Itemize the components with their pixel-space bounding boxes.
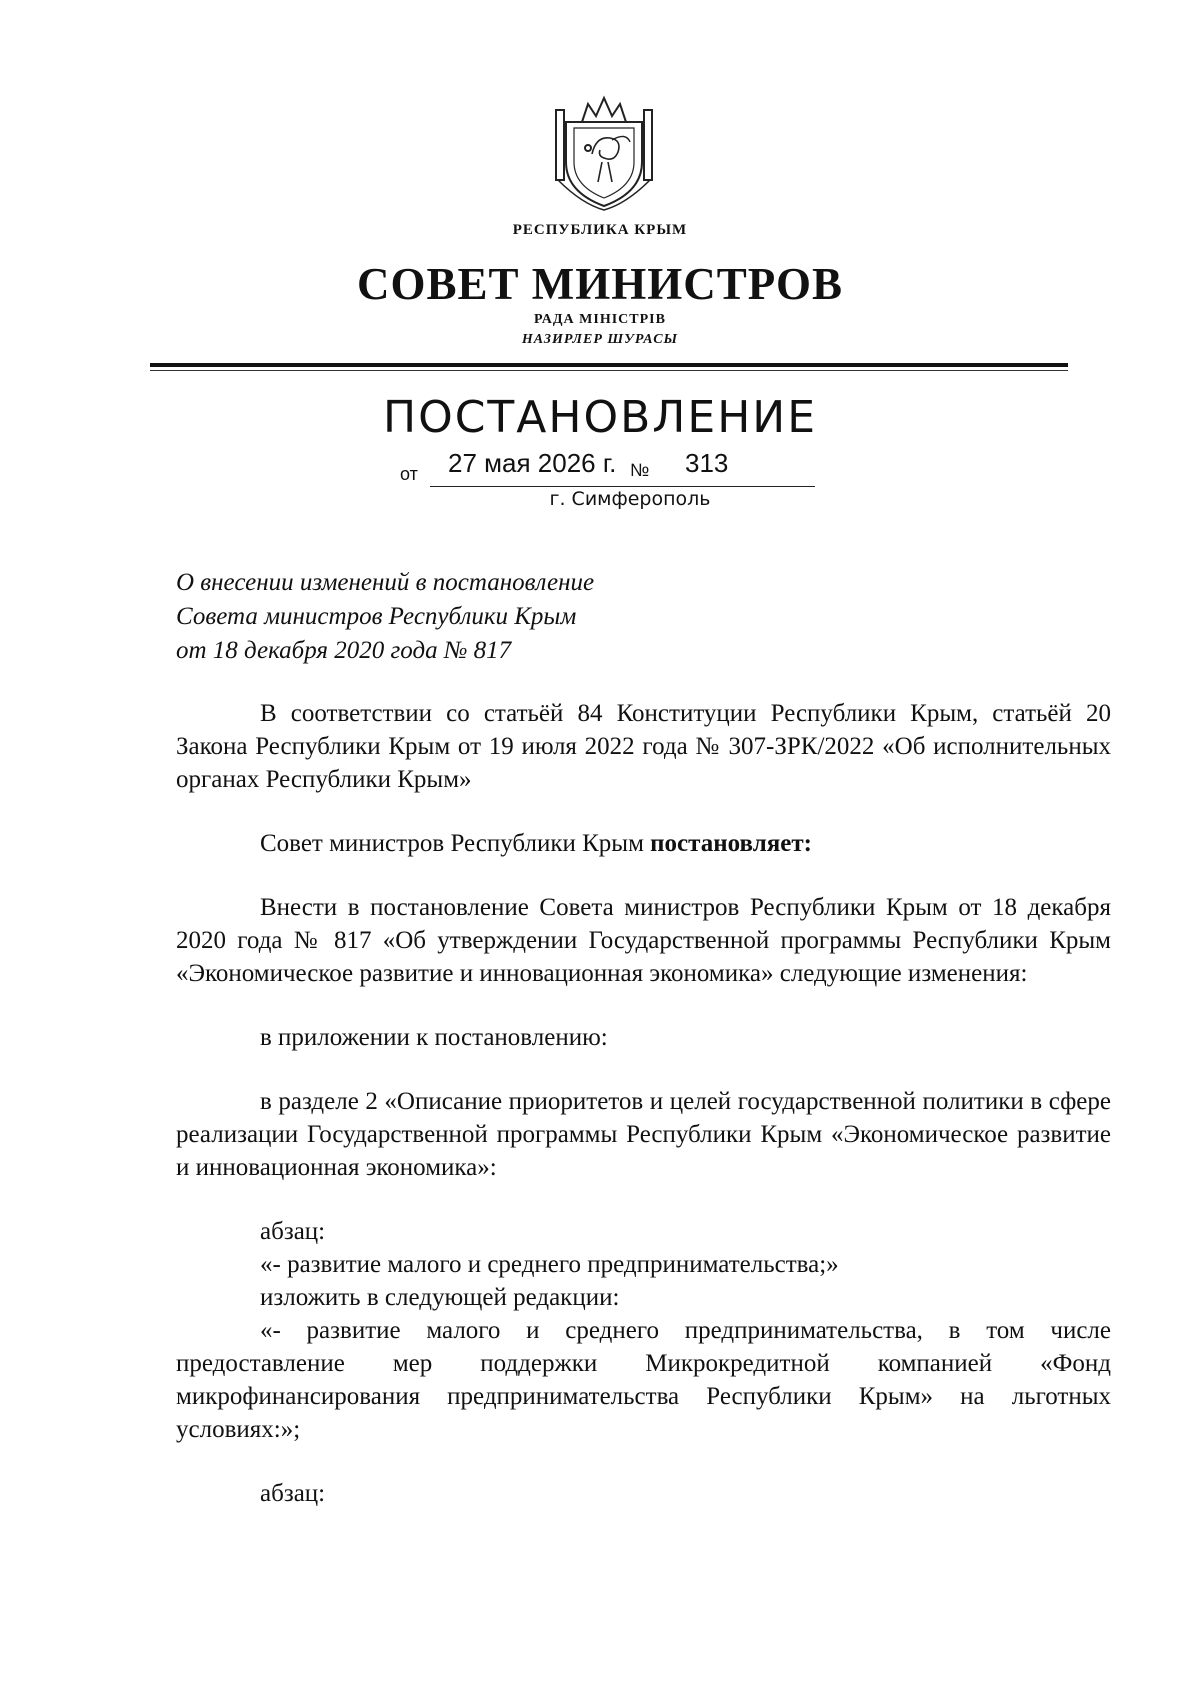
document-subject [176, 566, 736, 668]
decree-word: постановляет: [650, 830, 812, 857]
header-divider-thin [150, 370, 1068, 371]
decree-paragraph [176, 827, 1111, 860]
date-number-line [400, 444, 820, 484]
paragraph-label: абзац: [260, 1480, 326, 1507]
header-divider-thick [150, 363, 1068, 367]
number-label: № [630, 460, 650, 480]
decree-lead: Совет министров Республики Крым [260, 830, 651, 857]
council-name: СОВЕТ МИНИСТРОВ [356, 259, 844, 309]
document-number: 313 [685, 448, 729, 478]
paragraph-label: абзац: [260, 1218, 326, 1245]
republic-name: РЕСПУБЛИКА КРЫМ [512, 222, 688, 238]
issue-city: г. Симферополь [549, 488, 711, 510]
document-type-title: ПОСТАНОВЛЕНИЕ [382, 392, 817, 443]
instruction-paragraph: изложить в следующей редакции: [260, 1284, 620, 1311]
document-date: 27 мая 2026 г. [448, 448, 617, 478]
subject-line: О внесении изменений в постановление [176, 569, 595, 596]
date-underline [430, 486, 815, 487]
crimea-coat-of-arms-icon [552, 92, 656, 212]
subject-line: от 18 декабря 2020 года № 817 [176, 637, 512, 664]
subject-line: Совета министров Республики Крым [176, 603, 577, 630]
old-text-paragraph: «- развитие малого и среднего предпринимательства;» [260, 1251, 839, 1278]
council-name-ukrainian: РАДА МІНІСТРІВ [534, 312, 666, 327]
new-text-paragraph: «- развитие малого и среднего предпринимательства, в том числе предоставление мер поддержки Микрокредитной компанией «Фонд микрофинансирования предпринимательства Республики Крым» на льготных условиях:»; [176, 1317, 1111, 1443]
amendment-paragraph: Внести в постановление Совета министров Республики Крым от 18 декабря 2020 года № 817 «Об утверждении Государственной программы Республики Крым «Экономическое развитие и инновационная экономика» следующие изменения: [176, 894, 1111, 987]
section-paragraph: в разделе 2 «Описание приоритетов и целей государственной политики в сфере реализации Государственной программы Республики Крым «Экономическое развитие и инновационная экономика»: [176, 1088, 1111, 1181]
annex-paragraph: в приложении к постановлению: [260, 1024, 608, 1051]
document-body [176, 697, 1111, 1510]
preamble-paragraph: В соответствии со статьёй 84 Конституции Республики Крым, статьёй 20 Закона Республики Крым от 19 июля 2022 года № 307-ЗРК/2022 «Об исполнительных органах Республики Крым» [176, 700, 1111, 793]
council-name-crimean-tatar: НАЗИРЛЕР ШУРАСЫ [521, 332, 679, 347]
date-from-label: от [400, 464, 418, 484]
